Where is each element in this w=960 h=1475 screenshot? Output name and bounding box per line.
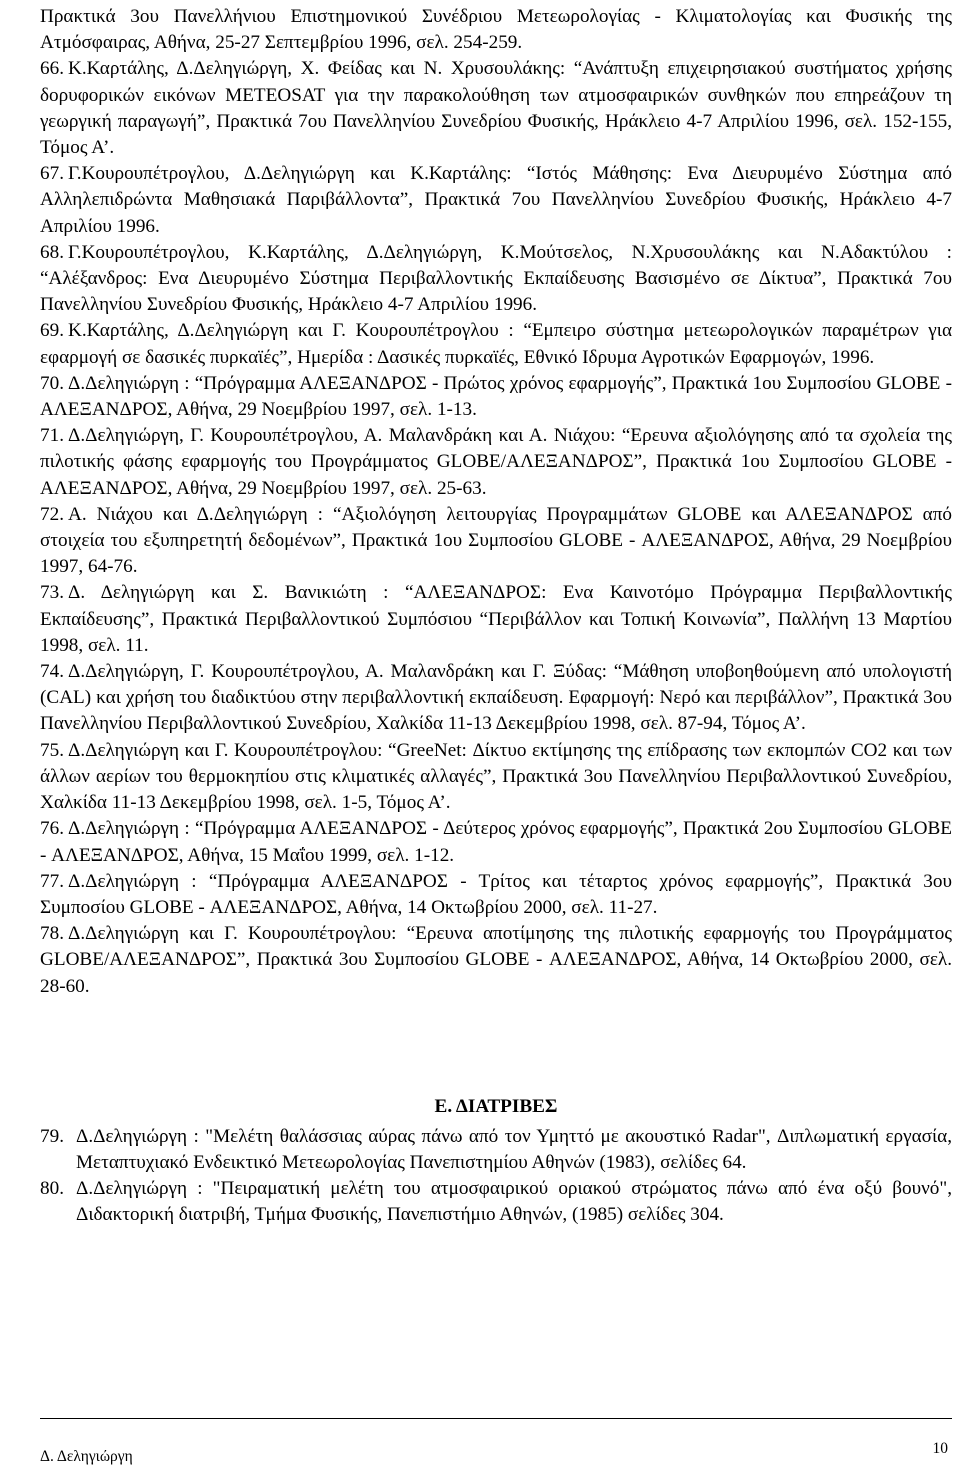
reference-number: 67. xyxy=(40,163,64,185)
dissertation-number: 80. xyxy=(40,1178,64,1200)
page-footer xyxy=(40,1418,952,1475)
reference-text: Γ.Κουρουπέτρογλου, Δ.Δεληγιώργη και Κ.Καρτάλης: “Ιστός Μάθησης: Ενα Διευρυμένο Σύστημα από Αλληλεπιδρώντα Μαθησιακά Παριβάλλοντα”, Πρακτικά 7ου Πανελληνίου Συνεδρίου Φυσικής, Ηράκλειο 4-7 Απριλίου 1996. xyxy=(40,163,952,237)
reference-text: Δ.Δεληγιώργη και Γ. Κουρουπέτρογλου: “GreeNet: Δίκτυο εκτίμησης της επίδρασης των εκπομπών CO2 και των άλλων αερίων του θερμοκηπίου στις κλιματικές αλλαγές”, Πρακτικά 3ου Πανελληνίου Περιβαλλοντικού Συνεδρίου, Χαλκίδα 11-13 Δεκεμβρίου 1998, σελ. 1-5, Τόμος Α’. xyxy=(40,739,952,814)
reference-text: Δ.Δεληγιώργη : “Πρόγραμμα ΑΛΕΞΑΝΔΡΟΣ - Δεύτερος χρόνος εφαρμογής”, Πρακτικά 2ου Συμποσίου GLOBE - ΑΛΕΞΑΝΔΡΟΣ, Αθήνα, 15 Μαΐου 1999, σελ. 1-12. xyxy=(40,818,952,866)
dissertation-item xyxy=(40,1124,952,1176)
dissertation-item xyxy=(40,1176,952,1228)
page-number: 10 xyxy=(932,1440,948,1457)
reference-item xyxy=(40,921,952,1000)
reference-number: 74. xyxy=(40,661,64,683)
reference-text: Κ.Καρτάλης, Δ.Δεληγιώργη, Χ. Φείδας και Ν. Χρυσουλάκης: “Ανάπτυξη επιχειρησιακού συστήματος χρήσης δορυφορικών εικόνων METEOSAT για την παρακολούθηση των ατμοσφαιρικών συνθηκών που επηρεάζουν τη γεωργική παραγωγή”, Πρακτικά 7ου Πανελληνίου Συνεδρίου Φυσικής, Ηράκλειο 4-7 Απριλίου 1996, σελ. 152-155, Τόμος Α’. xyxy=(40,58,952,159)
reference-number: 75. xyxy=(40,739,64,761)
reference-item xyxy=(40,502,952,581)
reference-text: Δ.Δεληγιώργη, Γ. Κουρουπέτρογλου, Α. Μαλανδράκη και Γ. Ξύδας: “Μάθηση υποβοηθούμενη από υπολογιστή (CAL) και χρήση του διαδικτύου στην περιβαλλοντική εκπαίδευση. Εφαρμογή: Νερό και περιβάλλον”, Πρακτικά 3ου Πανελληνίου Περιβαλλοντικού Συνεδρίου, Χαλκίδα 11-13 Δεκεμβρίου 1998, σελ. 87-94, Τόμος Α’. xyxy=(40,661,952,735)
dissertation-text: Δ.Δεληγιώργη : "Μελέτη θαλάσσιας αύρας πάνω από τον Υμηττό με ακουστικό Radar", Διπλωματική εργασία, Μεταπτυχιακό Ενδεικτικό Μετεωρολογίας Πανεπιστημίου Αθηνών (1983), σελίδες 64. xyxy=(76,1125,952,1173)
dissertation-list xyxy=(40,1124,952,1229)
reference-item xyxy=(40,816,952,868)
reference-item xyxy=(40,240,952,319)
footer-author: Δ. Δεληγιώργη xyxy=(40,1448,133,1465)
reference-text: Δ.Δεληγιώργη : “Πρόγραμμα ΑΛΕΞΑΝΔΡΟΣ - Τρίτος και τέταρτος χρόνος εφαρμογής”, Πρακτικά 3ου Συμποσίου GLOBE - ΑΛΕΞΑΝΔΡΟΣ, Αθήνα, 14 Οκτωβρίου 2000, σελ. 11-27. xyxy=(40,870,952,918)
reference-number: 78. xyxy=(40,923,64,945)
reference-number: 68. xyxy=(40,241,64,263)
reference-text: Δ.Δεληγιώργη : “Πρόγραμμα ΑΛΕΞΑΝΔΡΟΣ - Πρώτος χρόνος εφαρμογής”, Πρακτικά 1ου Συμποσίου GLOBE - ΑΛΕΞΑΝΔΡΟΣ, Αθήνα, 29 Νοεμβρίου 1997, σελ. 1-13. xyxy=(40,372,952,421)
reference-text: Γ.Κουρουπέτρογλου, Κ.Καρτάλης, Δ.Δεληγιώργη, Κ.Μούτσελος, Ν.Χρυσουλάκης και Ν.Αδακτύλου : “Αλέξανδρος: Ενα Διευρυμένο Σύστημα Περιβαλλοντικής Εκπαίδευσης Βασισμένο σε Δίκτυα”, Πρακτικά 7ου Πανελληνίου Συνεδρίου Φυσικής, Ηράκλειο 4-7 Απριλίου 1996. xyxy=(40,241,952,316)
dissertation-number: 79. xyxy=(40,1125,64,1147)
reference-item xyxy=(40,580,952,659)
reference-item xyxy=(40,371,952,423)
reference-text: Α. Νιάχου και Δ.Δεληγιώργη : “Αξιολόγηση λειτουργίας Προγραμμάτων GLOBE και ΑΛΕΞΑΝΔΡΟΣ από στοιχεία του εξυπηρετητή δεδομένων”, Πρακτικά 1ου Συμποσίου GLOBE - ΑΛΕΞΑΝΔΡΟΣ, Αθήνα, 29 Νοεμβρίου 1997, 64-76. xyxy=(40,503,952,578)
document-page xyxy=(40,4,952,1229)
reference-number: 72. xyxy=(40,503,64,525)
dissertation-text: Δ.Δεληγιώργη : "Πειραματική μελέτη του ατμοσφαιρικού οριακού στρώματος πάνω από ένα οξύ βουνό", Διδακτορική διατριβή, Τμήμα Φυσικής, Πανεπιστήμιο Αθηνών, (1985) σελίδες 304. xyxy=(76,1178,952,1226)
reference-item xyxy=(40,318,952,370)
reference-number: 71. xyxy=(40,425,64,447)
reference-text: Κ.Καρτάλης, Δ.Δεληγιώργη και Γ. Κουρουπέτρογλου : “Εμπειρο σύστημα μετεωρολογικών παραμέτρων για εφαρμογή σε δασικές πυρκαϊές”, Ημερίδα : Δασικές πυρκαϊές, Εθνικό Ιδρυμα Αγροτικών Εφαρμογών, 1996. xyxy=(40,320,952,368)
section-heading: Ε. ΔΙΑΤΡΙΒΕΣ xyxy=(434,1095,558,1117)
reference-text: Δ.Δεληγιώργη και Γ. Κουρουπέτρογλου: “Ερευνα αποτίμησης της πιλοτικής εφαρμογής του Προγράμματος GLOBE/ΑΛΕΞΑΝΔΡΟΣ”, Πρακτικά 3ου Συμποσίου GLOBE - ΑΛΕΞΑΝΔΡΟΣ, Αθήνα, 14 Οκτωβρίου 2000, σελ. 28-60. xyxy=(40,923,952,997)
reference-text: Δ. Δεληγιώργη και Σ. Βανικιώτη : “ΑΛΕΞΑΝΔΡΟΣ: Ενα Καινοτόμο Πρόγραμμα Περιβαλλοντικής Εκπαίδευσης”, Πρακτικά Περιβαλλοντικού Συμπόσιου “Περιβάλλον και Τοπική Κοινωνία”, Παλλήνη 13 Μαρτίου 1998, σελ. 11. xyxy=(40,582,952,656)
reference-number: 73. xyxy=(40,582,64,604)
reference-item xyxy=(40,423,952,502)
reference-number: 66. xyxy=(40,58,64,80)
reference-item xyxy=(40,659,952,738)
reference-number: 77. xyxy=(40,870,64,892)
reference-list xyxy=(40,56,952,999)
reference-number: 76. xyxy=(40,818,64,840)
reference-item xyxy=(40,869,952,921)
reference-text: Δ.Δεληγιώργη, Γ. Κουρουπέτρογλου, Α. Μαλανδράκη και Α. Νιάχου: “Ερευνα αξιολόγησης από τα σχολεία της πιλοτικής φάσης εφαρμογής του Προγράμματος GLOBE/ΑΛΕΞΑΝΔΡΟΣ”, Πρακτικά 1ου Συμποσίου GLOBE - ΑΛΕΞΑΝΔΡΟΣ, Αθήνα, 29 Νοεμβρίου 1997, σελ. 25-63. xyxy=(40,425,952,499)
reference-item xyxy=(40,738,952,817)
reference-item xyxy=(40,56,952,161)
reference-number: 70. xyxy=(40,372,64,394)
continuation-paragraph: Πρακτικά 3ου Πανελλήνιου Επιστημονικού Συνέδριου Μετεωρολογίας - Κλιματολογίας και Φυσικής της Ατμόσφαιρας, Αθήνα, 25-27 Σεπτεμβρίου 1996, σελ. 254-259. xyxy=(40,6,952,54)
reference-number: 69. xyxy=(40,320,64,342)
reference-item xyxy=(40,161,952,240)
